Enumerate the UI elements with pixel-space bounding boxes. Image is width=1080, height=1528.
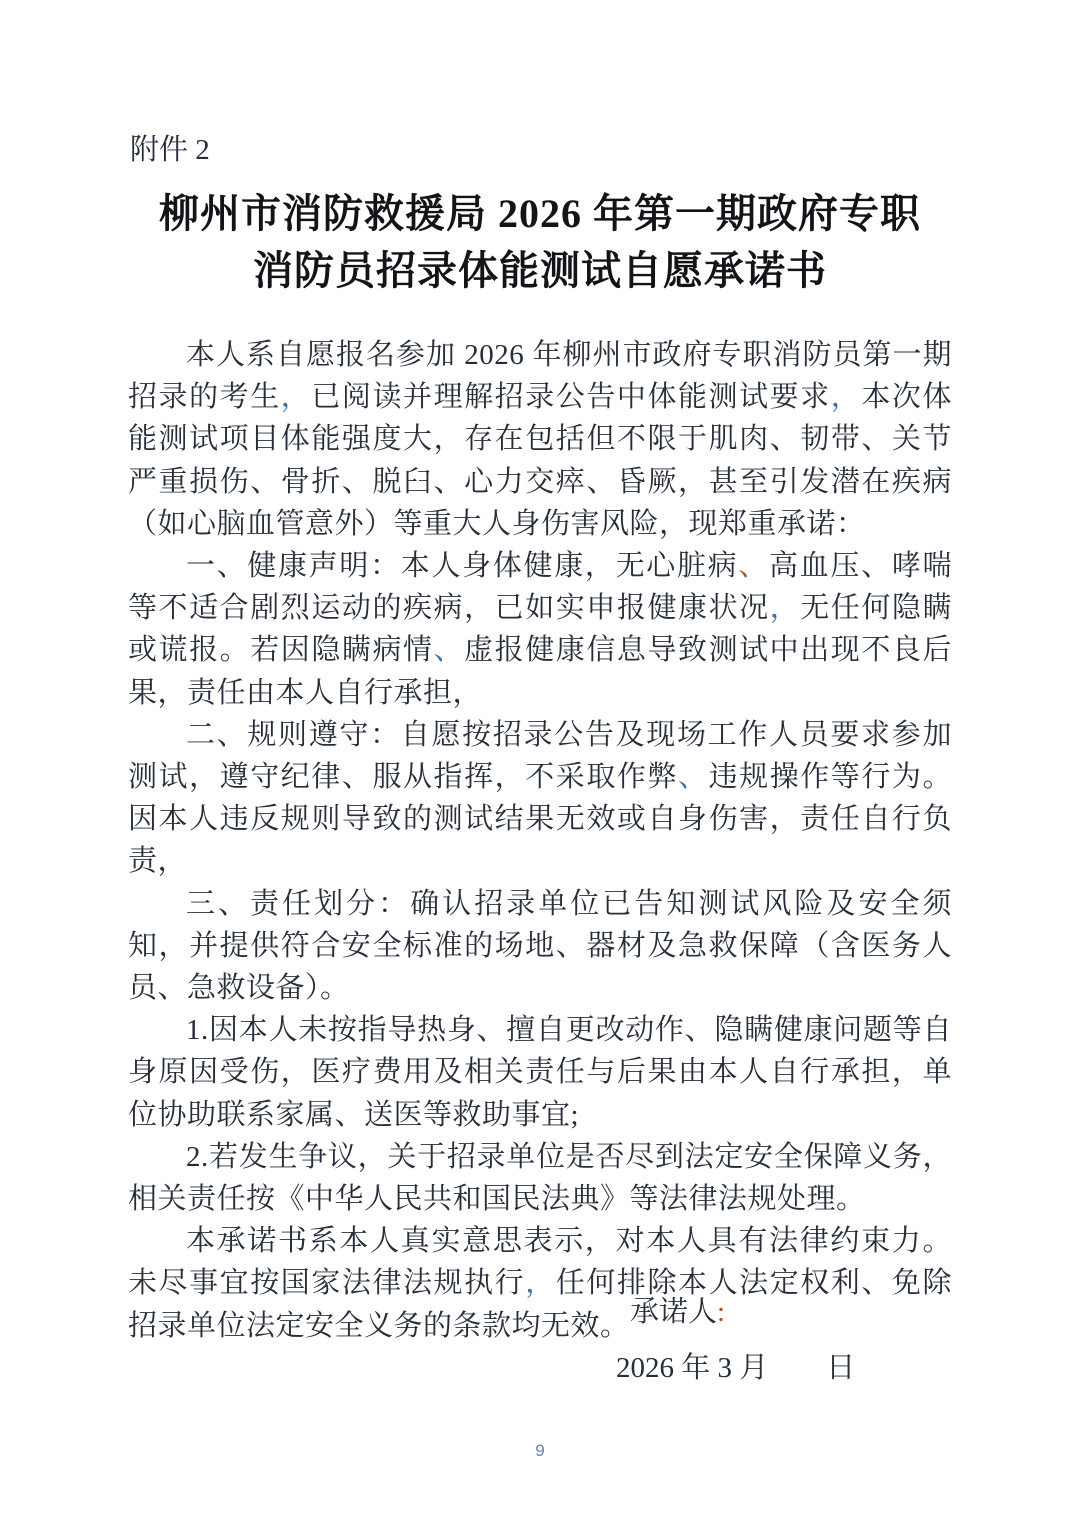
title-line-2: 消防员招录体能测试自愿承诺书 [253,248,827,293]
paragraph-closing: 本承诺书系本人真实意思表示，对本人具有法律约束力。未尽事宜按国家法律法规执行，任何排除本人法定权利、免除招录单位法定安全义务的条款均无效。 [128,1225,952,1342]
date-line: 2026 年 3 月 日 [616,1352,856,1384]
paragraph-rule-compliance: 二、规则遵守：自愿按招录公告及现场工作人员要求参加测试，遵守纪律、服从指挥，不采取作弊、违规操作等行为。因本人违反规则导致的测试结果无效或自身伤害，责任自行负责， [128,718,952,878]
paragraph-intro: 本人系自愿报名参加 2026 年柳州市政府专职消防员第一期招录的考生，已阅读并理解招录公告中体能测试要求，本次体能测试项目体能强度大，存在包括但不限于肌肉、韧带、关节严重损伤、骨折、脱臼、心力交瘁、昏厥，甚至引发潜在疾病（如心脑血管意外）等重大人身伤害风险，现郑重承诺： [128,339,952,540]
paragraph-clause-1: 1.因本人未按指导热身、擅自更改动作、隐瞒健康问题等自身原因受伤，医疗费用及相关责任与后果由本人自行承担，单位协助联系家属、送医等救助事宜; [128,1014,952,1131]
signature-block [128,1291,855,1389]
page-number: 9 [535,1441,545,1460]
document-title [60,185,1020,299]
paragraph-health-declaration: 一、健康声明：本人身体健康，无心脏病、高血压、哮喘等不适合剧烈运动的疾病，已如实申报健康状况，无任何隐瞒或谎报。若因隐瞒病情、虚报健康信息导致测试中出现不良后果，责任由本人自行承担， [128,550,952,709]
paragraph-clause-2: 2.若发生争议，关于招录单位是否尽到法定安全保障义务，相关责任按《中华人民共和国民法典》等法律法规处理。 [128,1140,952,1216]
signer-line: 承诺人: [630,1296,726,1328]
paragraph-responsibility-division: 三、责任划分：确认招录单位已告知测试风险及安全须知，并提供符合安全标准的场地、器材及急救保障（含医务人员、急救设备）。 [128,887,952,1005]
attachment-label: 附件 2 [130,134,210,166]
document-body [128,334,952,1347]
title-line-1: 柳州市消防救援局 2026 年第一期政府专职 [159,191,921,236]
